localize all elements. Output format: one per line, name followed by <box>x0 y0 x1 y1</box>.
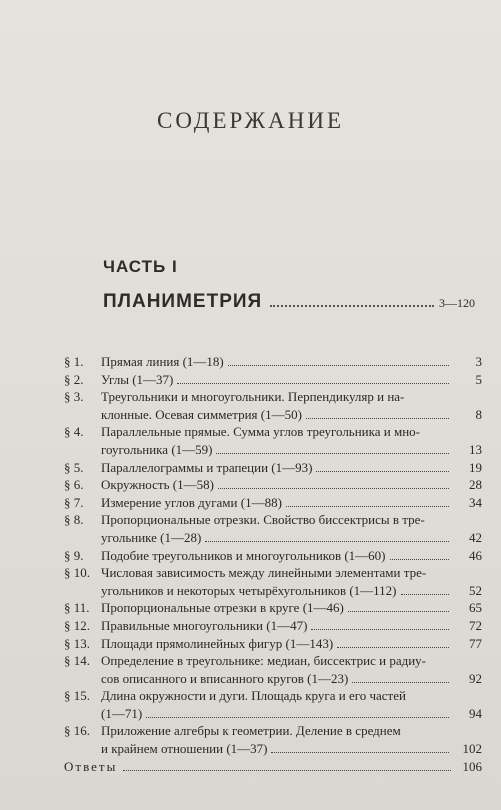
entry-page-number: 77 <box>469 635 482 651</box>
leader-dots <box>177 383 449 384</box>
section-number: § 3. <box>64 389 84 405</box>
entry-title-text: Подобие треугольников и многоугольников (1—60) <box>101 547 386 563</box>
toc-entry[interactable] <box>64 617 482 635</box>
leader-dots <box>401 594 449 595</box>
toc-entry[interactable] <box>64 547 482 565</box>
entry-page-number: 8 <box>475 406 482 422</box>
toc-entry[interactable] <box>64 635 482 653</box>
entry-title-text: и крайнем отношении (1—37) <box>101 741 268 757</box>
section-number: § 15. <box>64 688 90 704</box>
entry-page-number: 52 <box>469 582 482 598</box>
entry-page-number: 13 <box>469 441 482 457</box>
section-number: § 10. <box>64 565 90 581</box>
section-number: § 16. <box>64 723 90 739</box>
section-number: § 11. <box>64 600 90 616</box>
toc-entry[interactable] <box>64 722 482 757</box>
entry-title-line <box>101 371 452 389</box>
entry-title-line <box>101 476 452 494</box>
entry-title-text: Пропорциональные отрезки в круге (1—46) <box>101 600 344 616</box>
leader-dots <box>348 611 449 612</box>
entry-title-line <box>101 670 452 688</box>
entry-title-line <box>101 406 452 424</box>
entry-title-text: сов описанного и вписанного кругов (1—23) <box>101 670 349 686</box>
entry-title-text: клонные. Осевая симметрия (1—50) <box>101 406 302 422</box>
leader-dots <box>306 418 449 419</box>
toc-entry[interactable] <box>64 371 482 389</box>
toc-entry[interactable] <box>64 599 482 617</box>
entry-page-number: 72 <box>469 617 482 633</box>
section-number: § 9. <box>64 547 84 563</box>
table-of-contents <box>64 353 482 775</box>
entry-title-text: угольнике (1—28) <box>101 529 202 545</box>
toc-entry[interactable] <box>64 353 482 371</box>
leader-dots <box>286 506 449 507</box>
leader-dots <box>205 541 449 542</box>
toc-entry[interactable] <box>64 511 482 546</box>
entry-title-line <box>101 635 452 653</box>
entry-title-text: Параллелограммы и трапеции (1—93) <box>101 459 313 475</box>
leader-dots <box>311 629 449 630</box>
toc-entry[interactable] <box>64 459 482 477</box>
part-heading: ЧАСТЬ I <box>103 257 178 276</box>
entry-title-line <box>101 441 452 459</box>
section-number: § 1. <box>64 354 84 369</box>
toc-entry[interactable] <box>64 494 482 512</box>
subject-heading <box>103 291 475 313</box>
section-number: § 7. <box>64 494 84 510</box>
entry-page-number: 34 <box>469 494 482 510</box>
leader-dots <box>216 453 449 454</box>
section-number: § 12. <box>64 617 90 633</box>
entry-title-line <box>101 617 452 635</box>
entry-title-text: угольников и некоторых четырёхугольников (1—112) <box>101 582 397 598</box>
leader-dots <box>352 682 449 683</box>
leader-dots <box>390 559 450 560</box>
entry-title-text: гоугольника (1—59) <box>101 441 213 457</box>
entry-title-text: Площади прямолинейных фигур (1—143) <box>101 635 334 651</box>
entry-title-line: Длина окружности и дуги. Площадь круга и его частей <box>101 688 406 704</box>
leader-dots <box>271 752 449 753</box>
entry-title-line <box>101 529 452 547</box>
entry-page-number: 19 <box>469 459 482 475</box>
toc-entry[interactable] <box>64 687 482 722</box>
section-number: § 4. <box>64 424 84 440</box>
entry-title-line <box>101 705 452 723</box>
entry-title-line: Определение в треугольнике: медиан, биссектрис и радиу- <box>101 653 426 669</box>
section-number: § 14. <box>64 653 90 669</box>
entry-title-text: Правильные многоугольники (1—47) <box>101 617 308 633</box>
entry-title-line <box>101 547 452 565</box>
toc-entry[interactable] <box>64 564 482 599</box>
entry-page-number: 46 <box>469 547 482 563</box>
entry-page-number: 28 <box>469 477 482 493</box>
leader-dots <box>228 365 449 366</box>
entry-title-line <box>101 353 452 371</box>
entry-page-number: 102 <box>462 741 482 757</box>
page-title: СОДЕРЖАНИЕ <box>156 108 344 133</box>
leader-dots <box>146 717 449 718</box>
toc-entry-answers[interactable] <box>64 758 482 776</box>
entry-title-text: Прямая линия (1—18) <box>101 354 224 369</box>
leader-dots <box>218 488 449 489</box>
entry-title-text: Измерение углов дугами (1—88) <box>101 494 282 510</box>
subject-pages: 3—120 <box>439 296 475 310</box>
entry-title-text: Окружность (1—58) <box>101 477 214 493</box>
entry-title-line <box>101 599 452 617</box>
entry-title-line <box>101 494 452 512</box>
section-number: § 2. <box>64 371 84 387</box>
section-number: § 13. <box>64 635 90 651</box>
section-number: § 8. <box>64 512 84 528</box>
entry-title-line <box>101 740 452 758</box>
toc-entry[interactable] <box>64 652 482 687</box>
entry-title-line: Пропорциональные отрезки. Свойство биссектрисы в тре- <box>101 512 425 528</box>
entry-title-line <box>101 582 452 600</box>
entry-title-line: Параллельные прямые. Сумма углов треугольника и мно- <box>101 424 421 440</box>
toc-entry[interactable] <box>64 388 482 423</box>
leader-dots <box>337 647 449 648</box>
toc-entry[interactable] <box>64 423 482 458</box>
entry-title-text: Углы (1—37) <box>101 371 174 387</box>
leader-dots <box>270 304 434 307</box>
entry-page-number: 65 <box>469 600 482 616</box>
leader-dots <box>123 770 451 771</box>
subject-name: ПЛАНИМЕТРИЯ <box>103 291 263 312</box>
section-number: § 6. <box>64 477 84 493</box>
entry-page-number: 5 <box>475 371 482 387</box>
entry-title-line: Треугольники и многоугольники. Перпендикуляр и на- <box>101 389 405 405</box>
entry-page-number: 3 <box>475 354 482 369</box>
entry-page-number: 94 <box>469 705 482 721</box>
entry-title-text: (1—71) <box>101 705 143 721</box>
entry-title-line: Приложение алгебры к геометрии. Деление в среднем <box>101 723 401 739</box>
entry-title-line: Числовая зависимость между линейными элементами тре- <box>101 565 427 581</box>
toc-entry[interactable] <box>64 476 482 494</box>
entry-page-number: 42 <box>469 529 482 545</box>
answers-page: 106 <box>462 758 482 774</box>
section-number: § 5. <box>64 459 84 475</box>
entry-title-line <box>101 459 452 477</box>
leader-dots <box>316 471 449 472</box>
entry-page-number: 92 <box>469 670 482 686</box>
answers-label: Ответы <box>64 758 118 774</box>
